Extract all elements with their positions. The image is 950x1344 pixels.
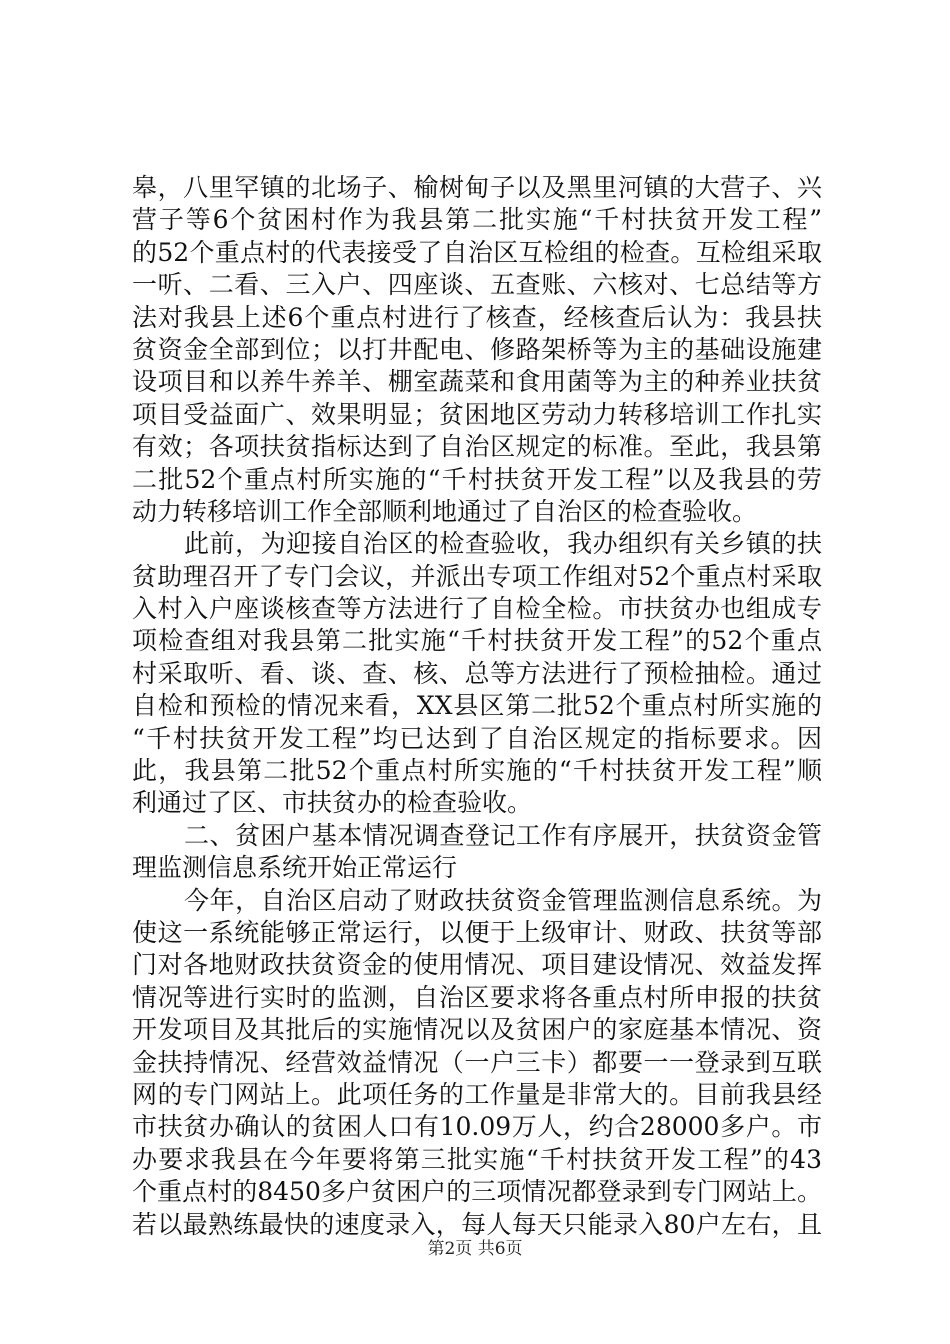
text-line: 项目受益面广、效果明显；贫困地区劳动力转移培训工作扎实 [132, 399, 822, 429]
text-line: 营子等6个贫困村作为我县第二批实施“千村扶贫开发工程” [132, 205, 822, 235]
text-line: 的52个重点村的代表接受了自治区互检组的检查。互检组采取 [132, 237, 822, 267]
text-line: 入村入户座谈核查等方法进行了自检全检。市扶贫办也组成专 [132, 594, 822, 624]
text-line: 法对我县上述6个重点村进行了核查，经核查后认为：我县扶 [132, 302, 822, 332]
text-line: 情况等进行实时的监测，自治区要求将各重点村所申报的扶贫 [132, 982, 822, 1012]
text-line: 二、贫困户基本情况调查登记工作有序展开，扶贫资金管 [184, 820, 822, 850]
text-line: 自检和预检的情况来看，XX县区第二批52个重点村所实施的 [132, 691, 822, 721]
page-footer: 第2页 共6页 [427, 1239, 523, 1259]
text-line: 利通过了区、市扶贫办的检查验收。 [132, 788, 533, 818]
text-line: 贫资金全部到位；以打井配电、修路架桥等为主的基础设施建 [132, 334, 822, 364]
text-line: 理监测信息系统开始正常运行 [132, 853, 458, 883]
body-text [132, 172, 822, 1241]
text-line: 皋，八里罕镇的北场子、榆树甸子以及黑里河镇的大营子、兴 [132, 173, 822, 202]
text-line: 村采取听、看、谈、查、核、总等方法进行了预检抽检。通过 [132, 658, 822, 688]
text-line: 项检查组对我县第二批实施“千村扶贫开发工程”的52个重点 [132, 626, 822, 656]
text-line: 贫助理召开了专门会议，并派出专项工作组对52个重点村采取 [132, 561, 822, 591]
text-line: 一听、二看、三入户、四座谈、五查账、六核对、七总结等方 [132, 270, 822, 300]
text-line: 动力转移培训工作全部顺利地通过了自治区的检查验收。 [132, 496, 758, 526]
text-line: 此，我县第二批52个重点村所实施的“千村扶贫开发工程”顺 [132, 756, 822, 786]
text-line: 二批52个重点村所实施的“千村扶贫开发工程”以及我县的劳 [132, 464, 822, 494]
text-line: 此前，为迎接自治区的检查验收，我办组织有关乡镇的扶 [184, 529, 822, 559]
text-line: 办要求我县在今年要将第三批实施“千村扶贫开发工程”的43 [132, 1144, 822, 1174]
text-line: 有效；各项扶贫指标达到了自治区规定的标准。至此，我县第 [132, 432, 822, 462]
text-line: 门对各地财政扶贫资金的使用情况、项目建设情况、效益发挥 [132, 950, 822, 980]
text-line: “千村扶贫开发工程”均已达到了自治区规定的指标要求。因 [132, 723, 822, 753]
text-line: 若以最熟练最快的速度录入，每人每天只能录入80户左右，且 [132, 1209, 822, 1239]
text-line: 市扶贫办确认的贫困人口有10.09万人，约合28000多户。市 [132, 1112, 822, 1142]
text-line: 网的专门网站上。此项任务的工作量是非常大的。目前我县经 [132, 1079, 822, 1109]
text-line: 金扶持情况、经营效益情况（一户三卡）都要一一登录到互联 [132, 1047, 822, 1077]
text-line: 今年，自治区启动了财政扶贫资金管理监测信息系统。为 [184, 885, 822, 915]
text-line: 使这一系统能够正常运行，以便于上级审计、财政、扶贫等部 [132, 917, 822, 947]
text-line: 开发项目及其批后的实施情况以及贫困户的家庭基本情况、资 [132, 1015, 822, 1045]
text-line: 设项目和以养牛养羊、棚室蔬菜和食用菌等为主的种养业扶贫 [132, 367, 822, 397]
text-line: 个重点村的8450多户贫困户的三项情况都登录到专门网站上。 [132, 1177, 822, 1207]
